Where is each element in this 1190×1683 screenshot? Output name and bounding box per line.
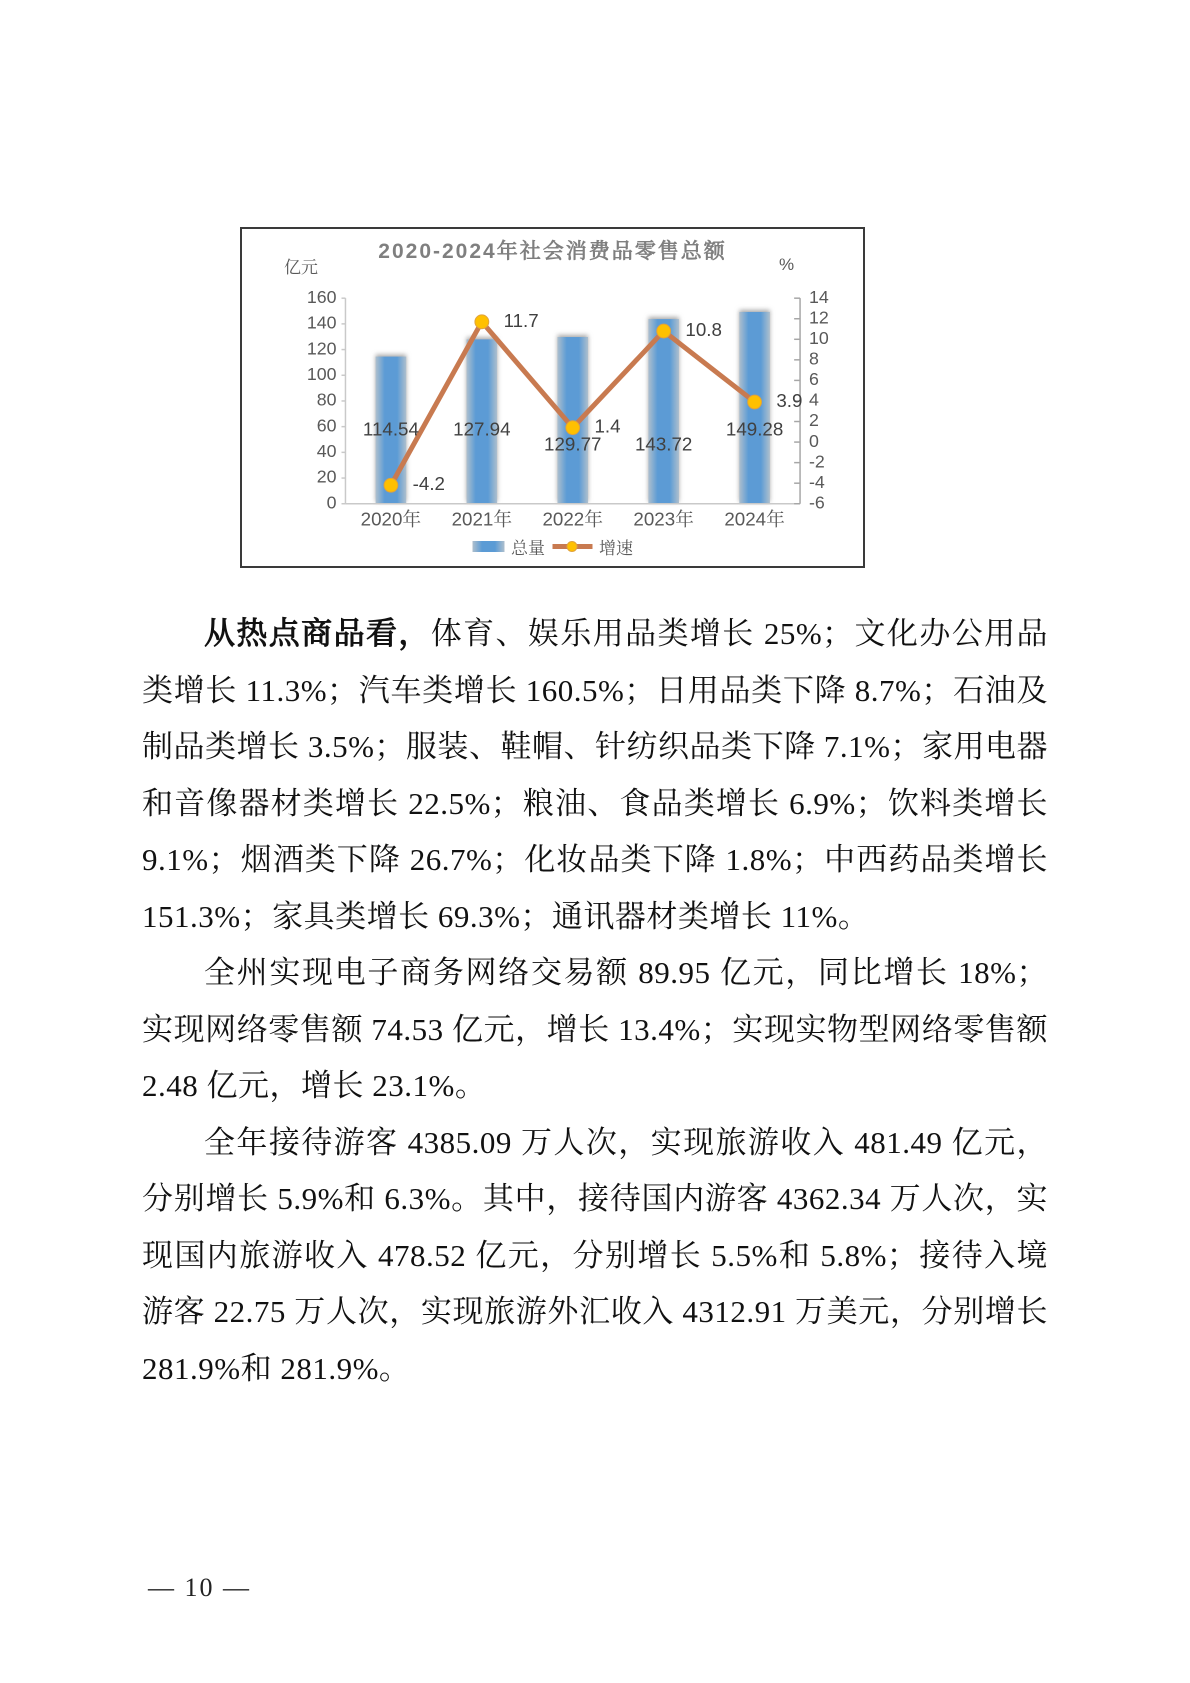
- svg-text:0: 0: [326, 492, 337, 513]
- svg-text:10: 10: [808, 327, 829, 348]
- right-axis-unit-label: %: [779, 255, 795, 274]
- svg-text:2023年: 2023年: [633, 508, 694, 530]
- paragraph-1-text: 体育、娱乐用品类增长 25%；文化办公用品类增长 11.3%；汽车类增长 160.5%；日用品类下降 8.7%；石油及制品类增长 3.5%；服装、鞋帽、针纺织品类下降 7.1%；家用电器和音像器材类增长 22.5%；粮油、食品类增长 6.9%；饮料类增长 9.1%；烟酒类下降 26.7%；化妆品类下降 1.8%；中西药品类增长 151.3%；家具类增长 69.3%；通讯器材类增长 11%。: [142, 616, 1048, 934]
- svg-text:2: 2: [808, 410, 819, 431]
- left-axis-unit-label: 亿元: [284, 258, 318, 277]
- svg-text:20: 20: [316, 466, 337, 487]
- svg-text:160: 160: [306, 286, 337, 307]
- svg-text:3.9: 3.9: [776, 389, 803, 411]
- svg-text:8: 8: [808, 348, 819, 369]
- svg-text:40: 40: [316, 441, 337, 462]
- svg-text:143.72: 143.72: [634, 433, 693, 455]
- svg-text:2022年: 2022年: [542, 508, 604, 530]
- svg-text:11.7: 11.7: [503, 309, 539, 331]
- svg-text:140: 140: [306, 312, 337, 333]
- svg-text:1.4: 1.4: [594, 415, 621, 437]
- svg-text:-4: -4: [808, 471, 825, 492]
- page-number: — 10 —: [148, 1573, 251, 1602]
- svg-text:4: 4: [808, 389, 819, 410]
- bar-series-swatch-icon: [472, 541, 504, 552]
- svg-text:100: 100: [306, 363, 337, 384]
- svg-text:80: 80: [316, 389, 337, 410]
- chart-plot-area: [242, 229, 863, 566]
- body-text: [142, 606, 1048, 1397]
- line-series-swatch-icon: [552, 544, 592, 549]
- svg-text:2021年: 2021年: [451, 508, 513, 530]
- svg-text:6: 6: [808, 369, 819, 390]
- paragraph-tourism: 全年接待游客 4385.09 万人次，实现旅游收入 481.49 亿元，分别增长 5.9%和 6.3%。其中，接待国内游客 4362.34 万人次，实现国内旅游收入 478.52 亿元，分别增长 5.5%和 5.8%；接待入境游客 22.75 万人次，实现旅游外汇收入 4312.91 万美元，分别增长 281.9%和 281.9%。: [142, 1124, 1048, 1386]
- paragraph-hot-commodities: [142, 606, 1048, 945]
- chart-title: 2020-2024年社会消费品零售总额: [378, 240, 727, 263]
- svg-text:-2: -2: [808, 451, 825, 472]
- svg-text:120: 120: [306, 338, 337, 359]
- svg-text:14: 14: [808, 286, 829, 307]
- svg-text:0: 0: [808, 430, 819, 451]
- paragraph-ecommerce: 全州实现电子商务网络交易额 89.95 亿元，同比增长 18%；实现网络零售额 74.53 亿元，增长 13.4%；实现实物型网络零售额 2.48 亿元，增长 23.1%。: [142, 955, 1048, 1103]
- retail-sales-chart: [240, 227, 865, 568]
- svg-text:2024年: 2024年: [724, 508, 785, 530]
- paragraph-lead-bold: 从热点商品看，: [204, 616, 431, 651]
- svg-text:127.94: 127.94: [453, 418, 511, 440]
- svg-text:129.77: 129.77: [544, 433, 602, 455]
- svg-text:2020年: 2020年: [360, 508, 422, 530]
- legend-line-label: 增速: [599, 539, 633, 558]
- chart-legend: [472, 534, 633, 559]
- legend-bar-label: 总量: [511, 539, 545, 558]
- svg-text:60: 60: [316, 415, 337, 436]
- svg-text:114.54: 114.54: [362, 418, 419, 440]
- svg-text:10.8: 10.8: [685, 319, 722, 341]
- svg-text:-4.2: -4.2: [412, 473, 446, 495]
- svg-text:-6: -6: [808, 492, 825, 513]
- svg-text:149.28: 149.28: [725, 418, 784, 440]
- svg-text:12: 12: [808, 307, 829, 328]
